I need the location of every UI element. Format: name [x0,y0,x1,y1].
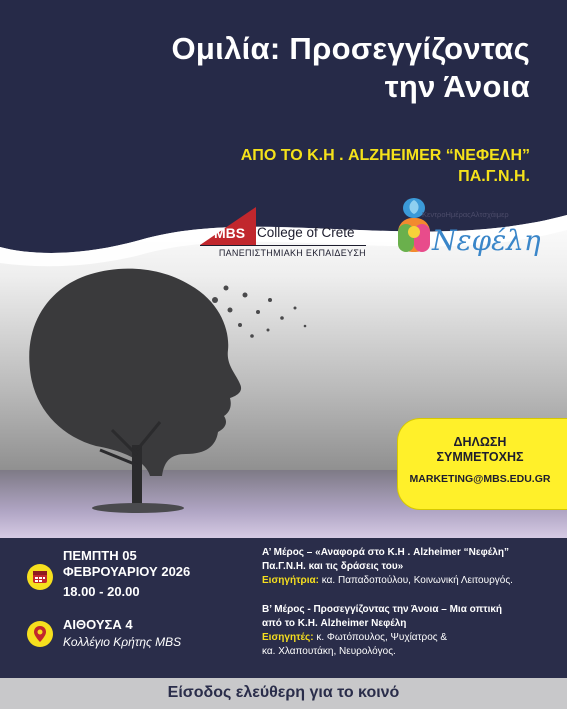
mbs-name: College of Crete [257,225,355,240]
part-b-speaker-2: κα. Χλαπουτάκη, Νευρολόγος. [262,646,396,657]
rsvp-email-link[interactable]: MARKETING@MBS.EDU.GR [409,473,551,485]
part-b-title: Β’ Μέρος - Προσεγγίζοντας την Άνοια – Μια οπτική [262,604,503,615]
event-venue: Κολλέγιο Κρήτης MBS [63,635,182,649]
location-pin-icon [27,621,53,647]
title-line-2: την Άνοια [384,69,530,104]
page-title [20,30,530,106]
nefeli-small-label: ΚεντροΗμέραςΑλτσχάιμερ [422,210,509,219]
program-part-b [262,603,562,659]
footer-bar [0,678,567,709]
mbs-mark: MBS [214,225,246,241]
rsvp-line-1: ΔΗΛΩΣΗ [453,435,507,449]
colorful-figure-icon [392,194,436,256]
program-part-a [262,546,562,588]
event-date-line-2: ΦΕΒΡΟΥΑΡΙΟΥ 2026 [63,564,191,579]
nefeli-logo [392,188,541,268]
free-entry-text: Είσοδος ελεύθερη για το κοινό [167,684,400,701]
part-a-speaker-name: κα. Παπαδοπούλου, Κοινωνική Λειτουργός. [318,575,513,586]
nefeli-name: Νεφέλη [432,224,541,257]
event-time: 18.00 - 20.00 [63,584,140,599]
organizer-subtitle [20,145,530,187]
event-date-line-1: ΠΕΜΠΤΗ 05 [63,548,137,563]
subtitle-line-1: ΑΠΟ ΤΟ Κ.Η . ALZHEIMER “ΝΕΦΕΛΗ” [240,147,530,164]
subtitle-line-2: ΠΑ.Γ.Ν.Η. [458,168,530,185]
part-a-title: Α’ Μέρος – «Αναφορά στο Κ.Η . Alzheimer “Νεφέλη” [262,547,509,558]
mbs-tagline: ΠΑΝΕΠΙΣΤΗΜΙΑΚΗ ΕΚΠΑΙΔΕΥΣΗ [200,245,366,258]
event-date [63,548,190,580]
part-b-speaker-label: Εισηγητές: [262,632,314,643]
part-a-speaker [262,574,562,588]
calendar-icon [27,564,53,590]
rsvp-callout [398,419,567,509]
event-room: ΑΙΘΟΥΣΑ 4 [63,617,133,632]
rsvp-title [398,435,562,465]
tree-head-illustration [0,250,330,520]
part-b-speaker-1: κ. Φωτόπουλος, Ψυχίατρος & [313,632,448,643]
title-line-1: Ομιλία: Προσεγγίζοντας [171,31,530,66]
rsvp-line-2: ΣΥΜΜΕΤΟΧΗΣ [436,450,524,464]
part-b-title-2: από το Κ.Η. Alzheimer Νεφέλη [262,618,407,629]
part-a-speaker-label: Εισηγήτρια: [262,575,319,586]
part-a-title-2: Πα.Γ.Ν.Η. και τις δράσεις του» [262,561,404,572]
part-b-speakers [262,631,562,645]
